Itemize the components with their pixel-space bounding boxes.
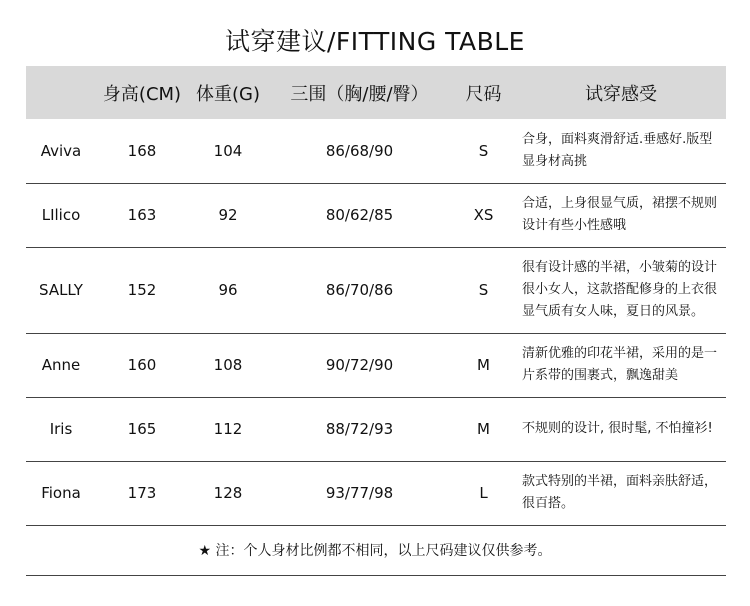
page-title: 试穿建议/FITTING TABLE — [225, 27, 525, 56]
table-row — [26, 333, 726, 397]
row-weight: 108 — [188, 333, 268, 397]
row-size: M — [451, 397, 516, 461]
row-measurements: 93/77/98 — [268, 461, 451, 525]
row-measurements: 90/72/90 — [268, 333, 451, 397]
row-measurements: 86/68/90 — [268, 119, 451, 183]
row-name: LIlico — [26, 183, 96, 247]
row-name: SALLY — [26, 247, 96, 333]
row-weight: 128 — [188, 461, 268, 525]
row-weight: 104 — [188, 119, 268, 183]
header-measurements: 三围（胸/腰/臀） — [268, 66, 451, 119]
table-row — [26, 397, 726, 461]
table-header-row — [26, 66, 726, 119]
row-height: 163 — [96, 183, 188, 247]
row-height: 168 — [96, 119, 188, 183]
header-name — [26, 66, 96, 119]
row-height: 152 — [96, 247, 188, 333]
row-size: L — [451, 461, 516, 525]
row-weight: 96 — [188, 247, 268, 333]
row-weight: 112 — [188, 397, 268, 461]
row-comment: 合身，面料爽滑舒适.垂感好.版型显身材高挑 — [516, 119, 726, 183]
header-comment: 试穿感受 — [516, 66, 726, 119]
header-size: 尺码 — [451, 66, 516, 119]
row-comment: 款式特别的半裙，面料亲肤舒适，很百搭。 — [516, 461, 726, 525]
row-measurements: 86/70/86 — [268, 247, 451, 333]
table-row — [26, 119, 726, 183]
row-name: Fiona — [26, 461, 96, 525]
row-size: M — [451, 333, 516, 397]
table-row — [26, 461, 726, 525]
row-measurements: 88/72/93 — [268, 397, 451, 461]
table-row — [26, 247, 726, 333]
header-height: 身高(CM) — [96, 66, 188, 119]
row-comment: 合适，上身很显气质，裙摆不规则设计有些小性感哦 — [516, 183, 726, 247]
footnote: ★ 注：个人身材比例都不相同，以上尺码建议仅供参考。 — [198, 543, 552, 559]
row-height: 160 — [96, 333, 188, 397]
row-name: Iris — [26, 397, 96, 461]
row-size: S — [451, 247, 516, 333]
table-row — [26, 183, 726, 247]
header-weight: 体重(G) — [188, 66, 268, 119]
row-comment: 很有设计感的半裙，小皱菊的设计很小女人，这款搭配修身的上衣很显气质有女人味，夏日的风景。 — [516, 247, 726, 333]
row-name: Anne — [26, 333, 96, 397]
row-height: 173 — [96, 461, 188, 525]
row-comment: 清新优雅的印花半裙，采用的是一片系带的围裹式，飘逸甜美 — [516, 333, 726, 397]
row-height: 165 — [96, 397, 188, 461]
row-size: S — [451, 119, 516, 183]
row-weight: 92 — [188, 183, 268, 247]
fitting-table — [26, 66, 726, 526]
row-size: XS — [451, 183, 516, 247]
row-comment: 不规则的设计, 很时髦, 不怕撞衫! — [516, 397, 726, 461]
bottom-divider — [26, 575, 726, 576]
row-measurements: 80/62/85 — [268, 183, 451, 247]
row-name: Aviva — [26, 119, 96, 183]
